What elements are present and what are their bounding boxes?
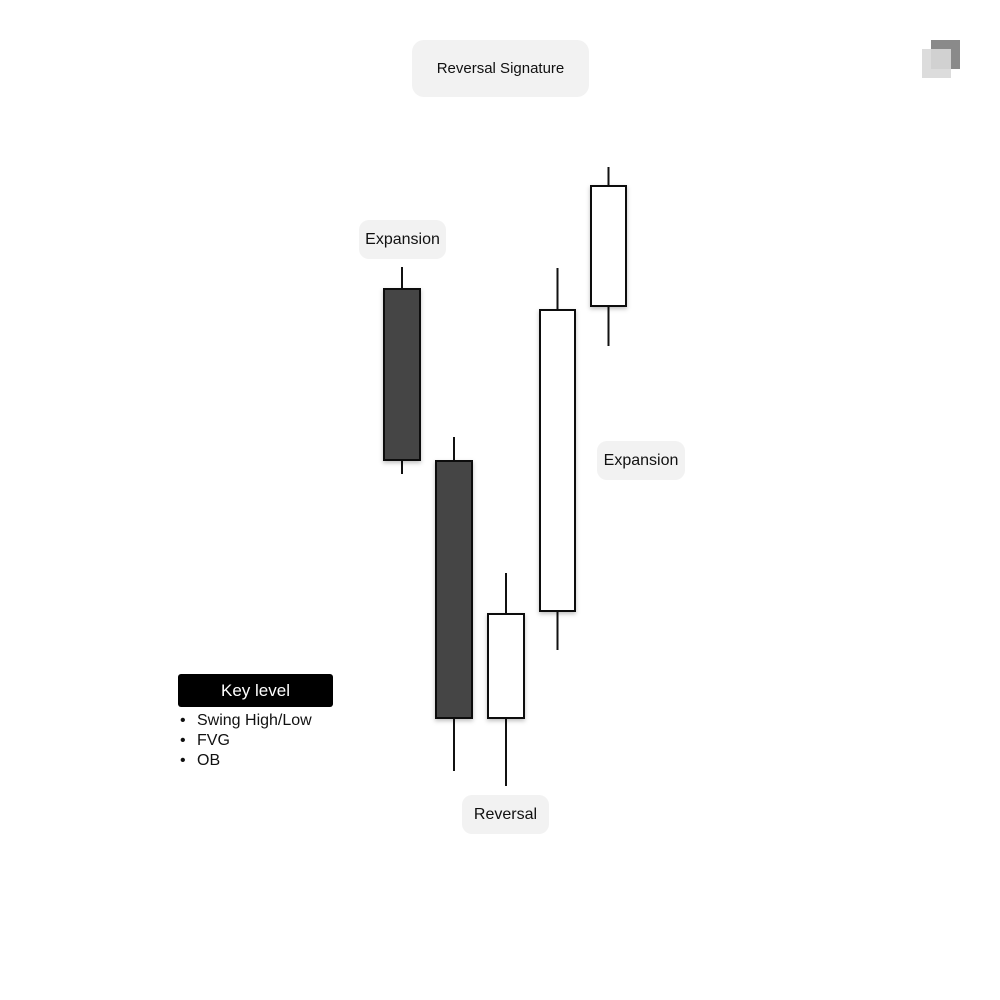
candle-bearish	[384, 267, 420, 474]
candle-body	[384, 289, 420, 460]
key-level-item: • Swing High/Low	[180, 711, 312, 731]
key-level-list	[180, 711, 312, 771]
key-level-item: • FVG	[180, 731, 312, 751]
candle-body	[540, 310, 575, 611]
candle-bearish	[436, 437, 472, 771]
key-level-badge: Key level	[178, 674, 333, 707]
expansion-label-top: Expansion	[359, 220, 446, 259]
candle-bullish	[591, 167, 626, 346]
candles	[384, 167, 626, 786]
candle-bullish	[540, 268, 575, 650]
diagram-title: Reversal Signature	[412, 40, 589, 97]
reversal-label: Reversal	[462, 795, 549, 834]
key-level-item: • OB	[180, 751, 312, 771]
candle-bullish	[488, 573, 524, 786]
candle-body	[591, 186, 626, 306]
candle-body	[488, 614, 524, 718]
expansion-label-right: Expansion	[597, 441, 685, 480]
candle-body	[436, 461, 472, 718]
